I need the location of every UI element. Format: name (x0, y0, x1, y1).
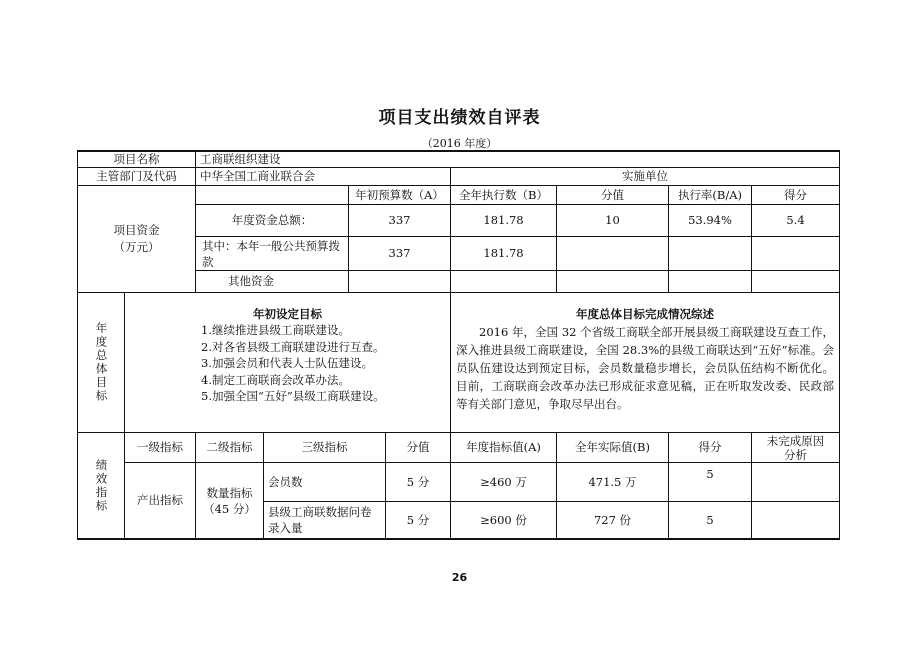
indicator-header-score-value: 分值 (406, 440, 430, 454)
implementing-unit-label: 实施单位 (622, 169, 668, 183)
fund-row-score (752, 237, 839, 270)
funds-header-rate: 执行率(B/A) (677, 187, 743, 202)
indicator-header-level1: 一级指标 (137, 440, 183, 454)
fund-row-budget: 337 (388, 246, 411, 260)
initial-goals-list (201, 322, 449, 405)
department-value: 中华全国工商业联合会 (200, 169, 315, 183)
fund-row-rate: 53.94% (688, 213, 732, 227)
indicator-level3-text: 县级工商联数据问卷录入量 (268, 505, 372, 535)
indicator-actual: 471.5 万 (588, 474, 637, 489)
indicators-label-text: 绩效指标 (94, 458, 109, 513)
indicator-reason (752, 502, 839, 538)
fund-row-rate (669, 237, 751, 270)
indicator-target: ≥460 万 (480, 474, 527, 489)
project-name-label: 项目名称 (113, 152, 160, 166)
completion-summary: 2016 年，全国 32 个省级工商联全部开展县级工商联建设互查工作，深入推进县级工商联建设，全国 28.3%的县级工商联达到“五好”标准。会员队伍建设达到预定目标，会员数量稳步增长，会员队伍结构不断优化。目前，工商联商会改革办法已形成征求意见稿，正在听取发改委、民政部等有关部门意见，争取尽早出台。 (456, 325, 834, 411)
fund-row-label: 其他资金 (228, 274, 274, 288)
fund-row-executed: 181.78 (483, 246, 524, 260)
fund-row-score-value: 10 (605, 213, 620, 227)
list-item: 5.加强全国“五好”县级工商联建设。 (201, 389, 385, 403)
indicator-header-level2: 二级指标 (206, 440, 253, 454)
indicators-label (78, 433, 124, 538)
fund-row-score-value (557, 237, 668, 270)
indicator-header-level3: 三级指标 (301, 440, 348, 454)
fund-row-label: 年度资金总额： (231, 213, 313, 227)
indicator-level2-text: 数量指标（45 分） (203, 485, 256, 516)
indicator-score: 5 (706, 466, 714, 481)
list-item: 4.制定工商联商会改革办法。 (201, 372, 350, 387)
indicator-level3: 会员数 (268, 474, 303, 489)
list-item: 3.加强会员和代表人士队伍建设。 (201, 356, 373, 370)
indicator-target: ≥600 份 (480, 512, 527, 527)
indicator-header-score: 得分 (698, 440, 722, 454)
indicator-score-value: 5 分 (406, 474, 430, 489)
fund-row-score (752, 271, 839, 292)
fund-row-rate (669, 271, 751, 292)
goals-label-text: 年度总体目标 (94, 322, 109, 403)
list-item: 1.继续推进县级工商联建设。 (201, 323, 350, 337)
completion-header: 年度总体目标完成情况综述 (576, 306, 714, 321)
page-number: 26 (451, 571, 468, 584)
funds-label-text: 项目资金（万元） (113, 223, 160, 254)
list-item: 2.对各省县级工商联建设进行互查。 (201, 339, 385, 354)
fund-row-score-value (557, 271, 668, 292)
funds-header-budget: 年初预算数（A） (355, 187, 444, 202)
fund-row-executed: 181.78 (483, 213, 524, 227)
indicator-header-reason (752, 433, 839, 462)
indicator-level3 (264, 502, 385, 538)
department-label: 主管部门及代码 (96, 169, 177, 183)
indicator-reason (752, 463, 839, 501)
page-title: 项目支出绩效自评表 (378, 108, 541, 128)
year-subtitle: （2016 年度） (421, 137, 498, 150)
funds-header-score: 得分 (784, 187, 807, 202)
indicator-actual: 727 份 (593, 512, 632, 527)
indicator-level1: 产出指标 (137, 493, 183, 507)
indicator-score: 5 (706, 512, 714, 527)
indicator-level2 (196, 463, 263, 538)
indicator-header-actual: 全年实际值(B) (575, 440, 650, 454)
goals-label (78, 293, 124, 432)
fund-row-executed (451, 271, 556, 292)
fund-row-budget (349, 271, 450, 292)
indicator-header-target: 年度指标值(A) (466, 440, 541, 454)
fund-row-label (196, 237, 348, 270)
project-name-value: 工商联组织建设 (200, 152, 281, 166)
funds-header-executed: 全年执行数（B） (459, 187, 548, 202)
initial-goals-header: 年初设定目标 (253, 306, 322, 321)
fund-row-label-text: 其中：本年一般公共预算拨款 (202, 238, 340, 269)
fund-row-score: 5.4 (786, 213, 805, 227)
indicator-score-value: 5 分 (406, 512, 430, 527)
indicator-header-reason-text: 未完成原因分析 (766, 433, 825, 462)
fund-row-budget: 337 (388, 213, 411, 227)
funds-label (78, 186, 195, 292)
funds-header-score-value: 分值 (601, 187, 624, 202)
